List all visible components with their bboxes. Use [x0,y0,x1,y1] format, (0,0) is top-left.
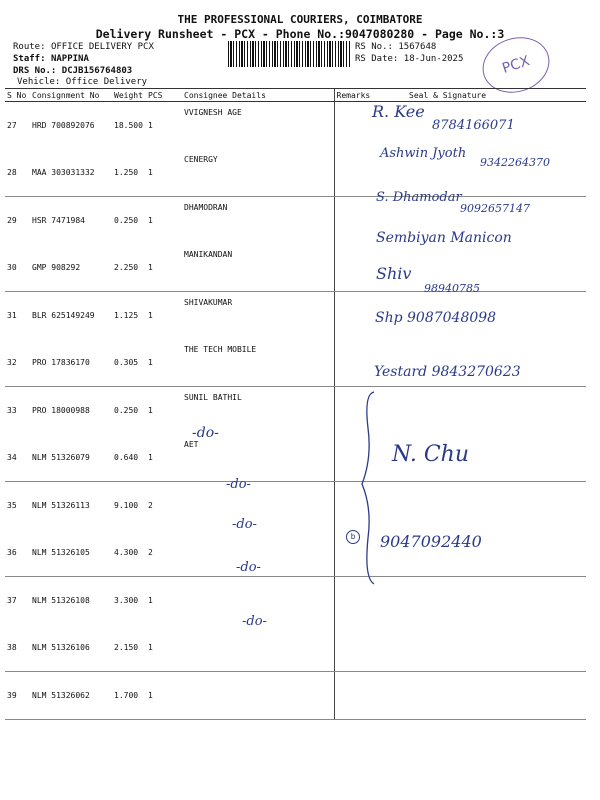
ditto-mark-35: -do- [192,425,219,441]
cell-pcs: 1 [146,339,182,387]
circle-mark: b [346,530,360,544]
cell-sno: 32 [5,339,30,387]
cell-consignee: SHIVAKUMAR [184,298,233,307]
cell-pcs: 1 [148,216,153,225]
signature-27: R. Kee [372,102,425,121]
cell-sno: 30 [5,244,30,292]
cell-consignment: BLR 625149249 [32,311,95,320]
staff-value: NAPPINA [50,54,89,64]
cell-weight: 0.640 [112,434,146,482]
cell-consignee [182,482,334,530]
cell-signature [379,672,586,720]
col-remarks: Remarks [334,89,379,102]
company-title: THE PROFESSIONAL COURIERS, COIMBATORE [177,13,423,26]
table-header-row [5,89,586,102]
cell-pcs: 1 [148,121,153,130]
cell-sno: 28 [5,149,30,197]
runsheet-subtitle: Delivery Runsheet - PCX - Phone No.:9047080280 - Page No.:3 [95,27,505,41]
cell-pcs: 1 [146,149,182,197]
cell-consignment: MAA 303031332 [30,149,112,197]
rs-date-line: RS Date: 18-Jun-2025 [355,54,464,64]
vehicle-line: Vehicle: Office Delivery [17,77,148,87]
rs-date-value: 18-Jun-2025 [403,54,464,64]
phone-27: 8784166071 [432,118,515,133]
cell-consignment: NLM 51326062 [30,672,112,720]
cell-consignee [182,672,334,720]
drs-line: DRS No.: DCJB156764803 [13,66,133,76]
col-pcs: PCS [146,89,182,102]
cell-consignee: CENERGY [182,149,334,197]
table-row [5,577,586,625]
cell-consignment: NLM 51326079 [30,434,112,482]
phone-28: 9342264370 [480,156,550,169]
cell-consignee: DHAMODRAN [184,203,228,212]
cell-sno: 27 [7,121,17,130]
phone-29: 9092657147 [460,202,530,215]
cell-weight: 1.125 [114,311,139,320]
cell-consignment: NLM 51326105 [30,529,112,577]
cell-consignment: NLM 51326108 [32,596,90,605]
cell-weight: 1.700 [112,672,146,720]
cell-weight: 1.250 [112,149,146,197]
col-sno: S No [5,89,30,102]
drs-value: DCJB156764803 [61,66,133,76]
cell-pcs: 2 [146,529,182,577]
cell-weight: 4.300 [112,529,146,577]
table-row [5,529,586,577]
cell-consignment: HSR 7471984 [32,216,85,225]
cell-consignment: PRO 17836170 [30,339,112,387]
signature-31: Shiv [376,264,412,283]
cell-sno: 35 [7,501,17,510]
runsheet-table [5,88,586,720]
cell-remarks [334,624,379,672]
cell-weight: 9.100 [114,501,139,510]
cell-remarks [334,339,379,387]
phone-31: 98940785 [424,282,480,295]
rs-no-value: 1567648 [398,42,437,52]
cell-pcs: 1 [148,596,153,605]
cell-remarks [334,197,379,245]
table-row [5,482,586,530]
cell-consignee: THE TECH MOBILE [182,339,334,387]
cell-pcs: 1 [146,672,182,720]
cell-weight: 2.250 [112,244,146,292]
signature-32: Shp 9087048098 [375,310,497,326]
cell-consignment: GMP 908292 [30,244,112,292]
ditto-mark-38: -do- [236,560,261,575]
table-row [5,624,586,672]
signature-29: S. Dhamodar [376,190,462,205]
cell-signature [379,387,586,435]
cell-sno: 39 [5,672,30,720]
group-signature: N. Chu [392,442,469,467]
cell-consignment: NLM 51326113 [32,501,90,510]
route-value: OFFICE DELIVERY PCX [50,42,154,52]
col-signature: Seal & Signature [379,89,586,102]
table-row [5,672,586,720]
cell-weight: 3.300 [114,596,139,605]
rs-no-line: RS No.: 1567648 [355,42,437,52]
cell-consignee: MANIKANDAN [182,244,334,292]
col-weight: Weight [112,89,146,102]
cell-pcs: 2 [148,501,153,510]
cell-sno: 37 [7,596,17,605]
cell-remarks [334,149,379,197]
cell-consignment: HRD 700892076 [32,121,95,130]
route-line: Route: OFFICE DELIVERY PCX [13,42,154,52]
cell-consignee [182,624,334,672]
cell-pcs: 1 [146,434,182,482]
table-row [5,434,586,482]
cell-weight: 2.150 [112,624,146,672]
cell-consignment: NLM 51326106 [30,624,112,672]
cell-pcs: 1 [148,406,153,415]
barcode [228,41,350,67]
cell-sno: 36 [5,529,30,577]
cell-signature [379,482,586,530]
cell-remarks [334,292,379,340]
group-phone: 9047092440 [380,532,482,551]
cell-weight: 0.250 [114,216,139,225]
cell-consignment: PRO 18000988 [32,406,90,415]
ditto-mark-36: -do- [226,477,251,492]
cell-signature [379,624,586,672]
ditto-mark-39: -do- [242,614,267,629]
cell-consignee: VVIGNESH AGE [184,108,242,117]
staff-line: Staff: NAPPINA [13,54,89,64]
cell-consignee: SUNIL BATHIL [184,393,242,402]
group-brace [358,388,382,588]
vehicle-value: Office Delivery [65,77,148,87]
cell-remarks [334,672,379,720]
cell-remarks [334,244,379,292]
cell-pcs: 1 [146,624,182,672]
table-row [5,292,586,340]
col-consignee: Consignee Details [182,89,334,102]
signature-33: Yestard 9843270623 [374,364,521,380]
cell-sno: 38 [5,624,30,672]
cell-sno: 33 [7,406,17,415]
cell-sno: 31 [7,311,17,320]
table-row [5,387,586,435]
cell-weight: 18.500 [114,121,143,130]
cell-weight: 0.250 [114,406,139,415]
signature-28: Ashwin Jyoth [380,146,467,161]
cell-weight: 0.305 [112,339,146,387]
table-row [5,244,586,292]
cell-signature [379,577,586,625]
ditto-mark-37: -do- [232,517,257,532]
cell-consignee: AET [182,434,334,482]
col-consignment: Consignment No [30,89,112,102]
cell-sno: 34 [5,434,30,482]
cell-pcs: 1 [146,244,182,292]
pcx-stamp: PCX [475,29,556,101]
cell-pcs: 1 [148,311,153,320]
signature-30: Sembiyan Manicon [376,230,512,246]
cell-sno: 29 [7,216,17,225]
